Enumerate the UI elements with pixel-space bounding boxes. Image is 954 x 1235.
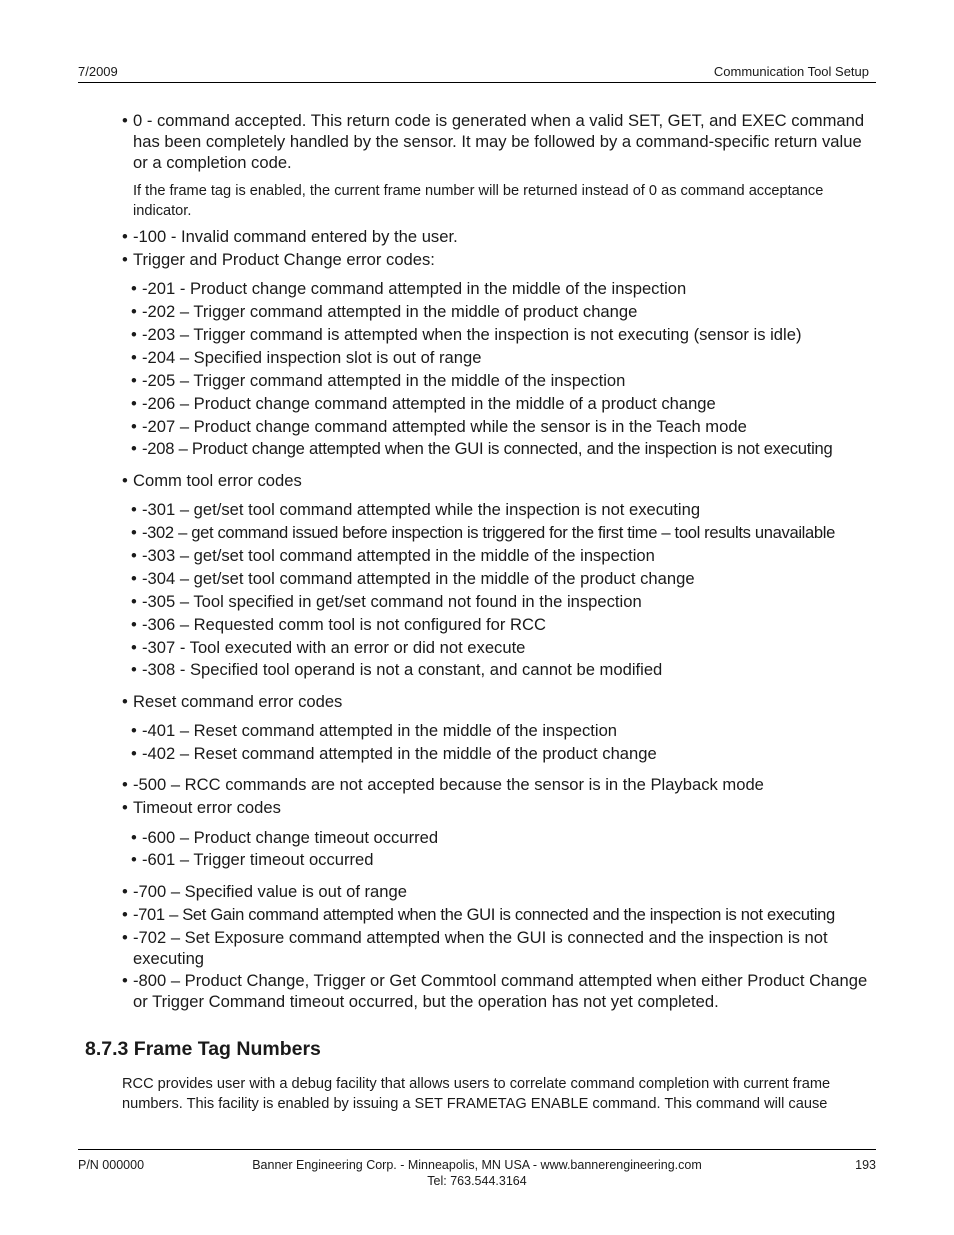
page-header: [78, 64, 869, 82]
sub-list-item: • -402 – Reset command attempted in the middle of the product change: [131, 744, 657, 763]
header-date: 7/2009: [78, 64, 118, 79]
sub-list-item: • -205 – Trigger command attempted in the middle of the inspection: [131, 371, 626, 390]
footer-divider: [78, 1149, 876, 1150]
footer-company-info: [200, 1157, 754, 1189]
list-item: • Reset command error codes: [122, 692, 343, 711]
sub-list-item: • -308 - Specified tool operand is not a constant, and cannot be modified: [131, 660, 663, 679]
sub-list-item: • -201 - Product change command attempted in the middle of the inspection: [131, 279, 687, 298]
page-number: 193: [855, 1158, 876, 1172]
list-item: • Trigger and Product Change error codes:: [122, 250, 435, 269]
sub-list-item: • -203 – Trigger command is attempted when the inspection is not executing (sensor is idle): [131, 325, 802, 344]
sub-list-item: • -601 – Trigger timeout occurred: [131, 850, 374, 869]
sub-list-item: • -303 – get/set tool command attempted in the middle of the inspection: [131, 546, 655, 565]
footer-part-number: P/N 000000: [78, 1158, 145, 1172]
list-item: • -500 – RCC commands are not accepted because the sensor is in the Playback mode: [122, 775, 764, 794]
sub-list-item: • -401 – Reset command attempted in the middle of the inspection: [131, 721, 618, 740]
sub-list-item: • -304 – get/set tool command attempted in the middle of the product change: [131, 569, 695, 588]
section-paragraph: RCC provides user with a debug facility that allows users to correlate command completion with current frame numbers. This facility is enabled by issuing a SET FRAMETAG ENABLE command. This command will cause: [122, 1076, 831, 1112]
sub-list-item: • -204 – Specified inspection slot is out of range: [131, 348, 482, 367]
header-section-title: Communication Tool Setup: [713, 64, 869, 79]
sub-list-item: • -307 - Tool executed with an error or did not execute: [131, 638, 526, 657]
sub-list-item: • -208 – Product change attempted when the GUI is connected, and the inspection is not executing: [131, 439, 833, 458]
list-item: • -702 – Set Exposure command attempted when the GUI is connected and the inspection is not executing: [122, 928, 828, 968]
list-item: • -701 – Set Gain command attempted when the GUI is connected and the inspection is not executing: [122, 905, 835, 924]
sub-list-item: • -202 – Trigger command attempted in the middle of product change: [131, 302, 638, 321]
note-text: If the frame tag is enabled, the current frame number will be returned instead of 0 as command acceptance indicator.: [133, 183, 824, 219]
sub-list-item: • -302 – get command issued before inspection is triggered for the first time – tool results unavailable: [131, 523, 835, 542]
list-item: • -700 – Specified value is out of range: [122, 882, 407, 901]
list-item: • -100 - Invalid command entered by the user.: [122, 227, 458, 246]
footer-company: Banner Engineering Corp. - Minneapolis, MN USA - www.bannerengineering.com: [252, 1158, 702, 1172]
list-item: • Timeout error codes: [122, 798, 281, 817]
sub-list-item: • -306 – Requested comm tool is not configured for RCC: [131, 615, 546, 634]
sub-list-item: • -600 – Product change timeout occurred: [131, 828, 439, 847]
list-item: • Comm tool error codes: [122, 471, 302, 490]
list-item: • -800 – Product Change, Trigger or Get Commtool command attempted when either Product Change or Trigger Command timeout occurred, but the operation has not yet completed.: [122, 971, 868, 1011]
sub-list-item: • -206 – Product change command attempted in the middle of a product change: [131, 394, 716, 413]
section-heading: 8.7.3 Frame Tag Numbers: [85, 1038, 321, 1060]
sub-list-item: • -305 – Tool specified in get/set command not found in the inspection: [131, 592, 642, 611]
sub-list-item: • -207 – Product change command attempted while the sensor is in the Teach mode: [131, 417, 747, 436]
header-divider: [78, 82, 876, 83]
sub-list-item: • -301 – get/set tool command attempted while the inspection is not executing: [131, 500, 701, 519]
footer-phone: Tel: 763.544.3164: [427, 1174, 527, 1188]
list-item: • 0 - command accepted. This return code is generated when a valid SET, GET, and EXEC command has been completely handled by the sensor. It may be followed by a command-specific return value or a completion code.: [122, 111, 865, 172]
